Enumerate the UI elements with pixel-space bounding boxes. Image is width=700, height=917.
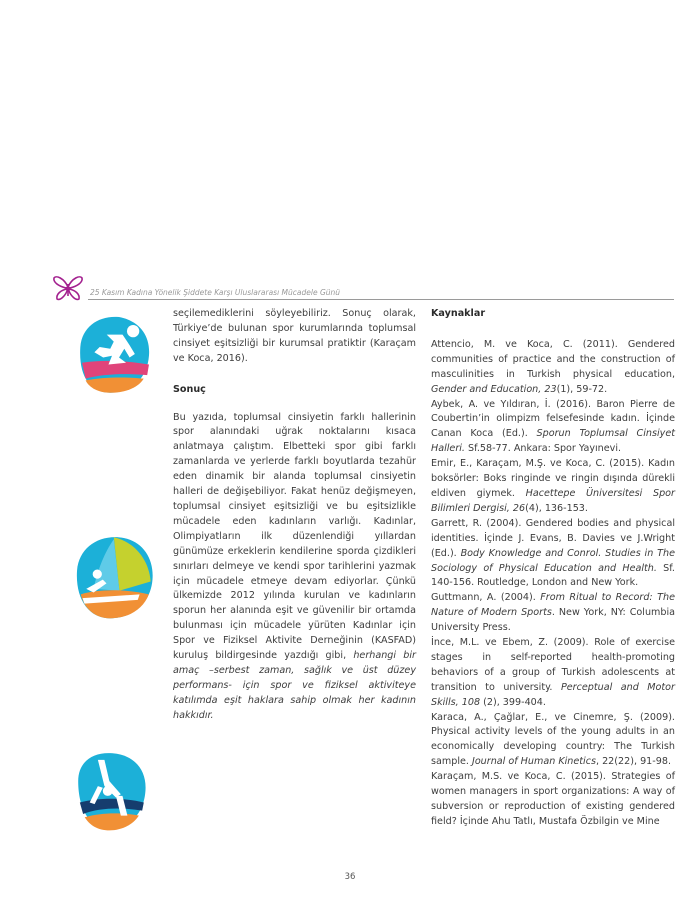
reference-item: Karaçam, M.S. ve Koca, C. (2015). Strategies of women managers in sport organizations: A way of subversion or reproduction of existing gendered field? İçinde Ahu Tatlı, Mustafa Özbilgin ve Mine [431,771,675,827]
running-title: 25 Kasım Kadına Yönelik Şiddete Karşı Uluslararası Mücadele Günü [90,288,341,297]
athletics-runner-icon [68,310,156,398]
body-text-column [173,307,416,724]
reference-item: Attencio, M. ve Koca, C. (2011). Gendered communities of practice and the construction of masculinities in Turkish physical education, Gender and Education, 23(1), 59-72. [431,338,675,395]
page-number: 36 [344,872,356,882]
reference-item: Garrett, R. (2004). Gendered bodies and physical identities. İçinde J. Evans, B. Davies ve J.Wright (Ed.). Body Knowledge and Conrol. Studies in The Sociology of Physical Education and Health. Sf. 140-156. Routledge, London and New York. [431,517,675,589]
reference-list [431,338,675,830]
sailing-icon [66,530,158,622]
section-heading: Sonuç [173,383,206,395]
reference-item: İnce, M.L. ve Ebem, Z. (2009). Role of exercise stages in self-reported health-promoting behaviors of a group of Turkish adolescents at transition to university. Perceptual and Motor Skills, 108 (2), 399-404. [431,637,675,708]
reference-item: Guttmann, A. (2004). From Ritual to Record: The Nature of Modern Sports. New York, NY: Columbia University Press. [431,592,676,634]
reference-item: Karaca, A., Çağlar, E., ve Cinemre, Ş. (2009). Physical activity levels of the young adults in an economically developing country: The Turkish sample. Journal of Human Kinetics, 22(22), 91-98. [431,711,675,768]
references-column [431,307,675,830]
intro-paragraph: seçilemediklerini söyleyebiliriz. Sonuç olarak, Türkiye’de bulunan spor kurumlarında toplumsal cinsiyet eşitsizliği bir kurumsal pratiktir (Karaçam ve Koca, 2016). [173,308,416,364]
conclusion-text: Bu yazıda, toplumsal cinsiyetin farklı hallerinin spor alanındaki uğrak noktalarını kısaca anlatmaya çalıştım. Elbetteki spor gibi farklı zamanlarda ve yerlerde farklı boyutlarda tezahür eden dinamik bir alanda toplumsal cinsiyetin halleri de değişebiliyor. Fakat henüz değişmeyen, toplumsal cinsiyet eşitsizliği ve bu eşitsizlikle mücadele eden kadınların varlığı. Kadınlar, Olimpiyatların ilk düzenlendiği yıllardan günümüze erkeklerin kendilerine sporda çizdikleri sınırları delmeye ve kendi spor tarihlerini yazmak için mücadele etmeye devam ediyorlar. Çünkü ülkemizde 2012 yılında kurulan ve kadınların sporun her alanında eşit ve güvenilir bir ortamda bulunması için mücadele yürüten Kadınlar için Spor ve Fiziksel Aktivite Derneğinin (KASFAD) kuruluş bildirgesinde yazdığı gibi, [173,411,416,662]
reference-item: Emir, E., Karaçam, M.Ş. ve Koca, C. (2015). Kadın boksörler: Boks ringinde ve ringin dışında dürekli eldiven giymek. Hacettepe Üniversitesi Spor Bilimleri Dergisi, 26(4), 136-153. [431,458,675,514]
reference-item: Aybek, A. ve Yıldıran, İ. (2016). Baron Pierre de Coubertin’in olimpizm felsefesinde kadın. İçinde Canan Koca (Ed.). Sporun Toplumsal Cinsiyet Halleri. Sf.58-77. Ankara: Spor Yayınevi. [431,398,675,455]
gymnastics-icon [70,748,152,834]
references-heading: Kaynaklar [431,308,486,319]
butterfly-icon [52,274,84,302]
conclusion-paragraph [173,411,416,724]
running-header [52,272,674,302]
conclusion-quote: herhangi bir amaç –serbest zaman, sağlık ve üst düzey performans- için spor ve fiziksel aktiviteye katılımda eşit haklara sahip olmak her kadının hakkıdır. [173,650,416,721]
header-divider [88,299,674,300]
